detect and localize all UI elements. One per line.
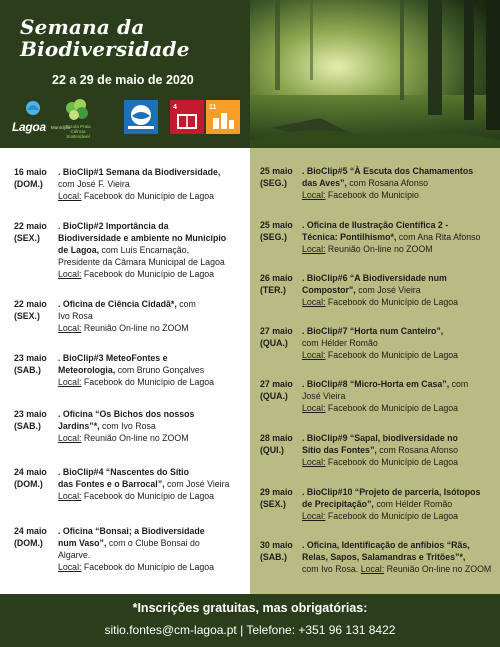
event-item: [260, 486, 496, 546]
footer: [0, 594, 500, 647]
blue-flag-icon: [124, 100, 158, 134]
right-column: [250, 148, 500, 594]
event-title-text: . BioClip#10 “Projeto de parceria, Isótopos: [302, 487, 481, 497]
event-text: com Hélder Romão: [302, 338, 378, 348]
event-text: com José Vieira: [355, 285, 421, 295]
location-value: Facebook do Município de Lagoa: [81, 491, 215, 501]
title-line-2: Biodiversidade: [20, 37, 190, 61]
event-line: [302, 165, 473, 177]
event-details: [302, 165, 473, 201]
sdg-education-icon: [170, 100, 204, 134]
event-day: 22 maio: [14, 299, 47, 309]
leaf-cluster-icon: [58, 98, 98, 124]
blue-flag-logo: [124, 100, 158, 134]
event-title-text: . BioClip#4 “Nascentes do Sítio: [58, 467, 190, 477]
location-label: Local:: [58, 433, 82, 443]
location-value: Reunião On-line no ZOOM: [384, 564, 492, 574]
location-label: Local:: [302, 190, 326, 200]
event-details: [58, 166, 220, 202]
sdg-4-logo: [170, 100, 204, 134]
event-weekday: (SEX.): [260, 499, 286, 509]
event-title-text: . Oficina de Ilustração Científica 2 -: [302, 220, 449, 230]
event-item: [14, 220, 246, 280]
event-details: [302, 219, 480, 255]
event-day: 30 maio: [260, 540, 293, 550]
location-label: Local:: [302, 244, 326, 254]
event-line: [302, 563, 491, 575]
event-line: [302, 432, 458, 444]
event-line: [302, 177, 473, 189]
eco-subtitle: Escola Praia Ciência Sustentável: [65, 124, 91, 139]
event-day: 25 maio: [260, 220, 293, 230]
event-weekday: (DOM.): [14, 179, 43, 189]
event-day: 23 maio: [14, 409, 47, 419]
event-title-text: . Oficina, Identificação de anfíbios “Rãs,: [302, 540, 470, 550]
event-item: [260, 539, 496, 599]
event-text: com Rosana Afonso: [346, 178, 429, 188]
event-line: [58, 561, 214, 573]
contact-info[interactable]: sitio.fontes@cm-lagoa.pt | Telefone: +351 96 131 8422: [104, 623, 396, 637]
event-line: [302, 325, 458, 337]
event-line: [58, 537, 214, 549]
event-day: 22 maio: [14, 221, 47, 231]
event-line: [302, 539, 491, 551]
event-text: Presidente da Câmara Municipal de Lagoa: [58, 257, 225, 267]
event-line: [58, 466, 229, 478]
location-value: Reunião On-line no ZOOM: [81, 433, 189, 443]
event-title-text: . Oficina “Os Bichos dos nossos: [58, 409, 195, 419]
event-line: [58, 178, 220, 190]
event-line: [58, 310, 196, 322]
event-weekday: (SEX.): [14, 233, 40, 243]
event-day: 25 maio: [260, 166, 293, 176]
event-item: [260, 378, 496, 438]
lagoa-logo: [8, 98, 71, 138]
event-details: [302, 486, 480, 522]
event-text: com Ivo Rosa: [99, 421, 156, 431]
event-title-text: . BioClip#7 “Horta num Canteiro”,: [302, 326, 444, 336]
event-title-text: . BioClip#3 MeteoFontes e: [58, 353, 168, 363]
event-line: [302, 551, 491, 563]
event-day: 26 maio: [260, 273, 293, 283]
event-weekday: (DOM.): [14, 538, 43, 548]
event-line: [302, 390, 468, 402]
event-line: [302, 402, 468, 414]
location-value: Reunião On-line no ZOOM: [325, 244, 433, 254]
eco-school-logo: [58, 98, 98, 140]
event-day: 24 maio: [14, 526, 47, 536]
event-line: [58, 549, 214, 561]
location-value: Facebook do Município de Lagoa: [81, 269, 215, 279]
location-label: Local:: [58, 377, 82, 387]
event-title-text: . Oficina “Bonsai; a Biodiversidade: [58, 526, 205, 536]
event-line: [302, 189, 473, 201]
event-text: Ivo Rosa: [58, 311, 93, 321]
event-line: [302, 243, 480, 255]
event-line: [58, 420, 194, 432]
left-column: [0, 148, 250, 594]
event-details: [302, 272, 458, 308]
event-text: com Bruno Gonçalves: [115, 365, 205, 375]
event-weekday: (TER.): [260, 285, 286, 295]
event-title-text: . BioClip#2 Importância da: [58, 221, 169, 231]
location-label: Local:: [302, 403, 326, 413]
event-title-text: Jardins”*,: [58, 421, 100, 431]
lagoa-subtitle: Município: [51, 125, 71, 130]
event-line: [58, 232, 226, 244]
event-item: [260, 432, 496, 492]
event-line: [58, 190, 220, 202]
event-line: [302, 349, 458, 361]
event-day: 28 maio: [260, 433, 293, 443]
event-title-text: das Fontes e o Barrocal”,: [58, 479, 165, 489]
event-dates: 22 a 29 de maio de 2020: [52, 73, 194, 87]
event-line: [58, 244, 226, 256]
event-day: 27 maio: [260, 326, 293, 336]
event-text: com Ana Rita Afonso: [396, 232, 481, 242]
location-label: Local:: [58, 491, 82, 501]
event-line: [302, 231, 480, 243]
registration-note: *Inscrições gratuitas, mas obrigatórias:: [132, 601, 368, 615]
header: [0, 0, 500, 148]
event-item: [260, 272, 496, 332]
event-weekday: (SAB.): [14, 421, 41, 431]
event-details: [58, 466, 229, 502]
event-day: 24 maio: [14, 467, 47, 477]
location-label: Local:: [58, 562, 82, 572]
event-title-text: . BioClip#9 “Sapal, biodiversidade no: [302, 433, 458, 443]
event-item: [14, 466, 246, 526]
event-item: [260, 325, 496, 385]
location-label: Local:: [302, 457, 326, 467]
event-text: com Rosana Afonso: [376, 445, 458, 455]
location-value: Facebook do Município de Lagoa: [325, 297, 459, 307]
event-text: com Ivo Rosa.: [302, 564, 359, 574]
location-label: Local:: [302, 511, 326, 521]
event-details: [58, 352, 214, 388]
event-text: com o Clube Bonsai do: [106, 538, 200, 548]
event-text: com: [449, 379, 469, 389]
event-title-text: . Oficina de Ciência Cidadã*,: [58, 299, 177, 309]
lagoa-name: Lagoa: [12, 120, 46, 134]
svg-text:4: 4: [173, 104, 177, 111]
location-label: Local:: [58, 323, 82, 333]
event-title-text: Meteorologia,: [58, 365, 116, 375]
event-details: [58, 298, 196, 334]
event-weekday: (SAB.): [260, 552, 287, 562]
location-label: Local:: [58, 191, 82, 201]
event-text: José Vieira: [302, 391, 346, 401]
event-item: [14, 166, 246, 226]
event-line: [58, 322, 196, 334]
location-value: Facebook do Município de Lagoa: [325, 511, 459, 521]
event-title-text: Técnica: Pontilhismo*,: [302, 232, 397, 242]
forest-photo: [250, 0, 500, 148]
event-line: [302, 284, 458, 296]
event-line: [58, 432, 194, 444]
event-line: [58, 478, 229, 490]
event-details: [58, 220, 226, 280]
event-title-text: . BioClip#5 “À Escuta dos Chamamentos: [302, 166, 474, 176]
event-item: [14, 525, 246, 585]
event-text: com: [176, 299, 196, 309]
event-weekday: (SEG.): [260, 178, 287, 188]
event-day: 27 maio: [260, 379, 293, 389]
event-line: [302, 456, 458, 468]
event-line: [58, 352, 214, 364]
location-value: Facebook do Município de Lagoa: [325, 457, 459, 467]
event-line: [302, 296, 458, 308]
event-title-text: de Precipitação”,: [302, 499, 374, 509]
location-value: Facebook do Município de Lagoa: [81, 377, 215, 387]
lagoa-emblem-icon: [8, 98, 54, 122]
event-line: [58, 490, 229, 502]
event-text: com Luís Encarnação,: [99, 245, 190, 255]
event-weekday: (SEX.): [14, 311, 40, 321]
title-line-1: Semana da: [20, 15, 145, 39]
location-value: Reunião On-line no ZOOM: [81, 323, 189, 333]
location-value: Facebook do Município de Lagoa: [81, 562, 215, 572]
location-value: Facebook do Município de Lagoa: [81, 191, 215, 201]
event-details: [58, 525, 214, 573]
event-day: 23 maio: [14, 353, 47, 363]
event-title-text: Biodiversidade e ambiente no Município: [58, 233, 227, 243]
event-line: [302, 510, 480, 522]
event-title-text: num Vaso”,: [58, 538, 107, 548]
event-line: [58, 408, 194, 420]
event-details: [302, 432, 458, 468]
event-line: [302, 219, 480, 231]
event-title-text: de Lagoa,: [58, 245, 100, 255]
event-title-text: . BioClip#1 Semana da Biodiversidade,: [58, 167, 221, 177]
location-label: Local:: [360, 564, 385, 574]
svg-text:11: 11: [209, 104, 217, 111]
event-item: [14, 352, 246, 412]
event-line: [58, 364, 214, 376]
event-line: [58, 376, 214, 388]
event-title-text: das Aves”,: [302, 178, 347, 188]
location-value: Facebook do Município: [325, 190, 419, 200]
lagoa-wordmark: [12, 120, 46, 134]
event-line: [302, 337, 458, 349]
event-line: [58, 166, 220, 178]
event-line: [58, 298, 196, 310]
event-title-text: Compostor”,: [302, 285, 356, 295]
event-line: [58, 256, 226, 268]
event-day: 16 maio: [14, 167, 47, 177]
event-weekday: (QUA.): [260, 338, 288, 348]
event-title-text: . BioClip#6 “A Biodiversidade num: [302, 273, 447, 283]
event-text: Algarve.: [58, 550, 91, 560]
event-weekday: (DOM.): [14, 479, 43, 489]
location-label: Local:: [58, 269, 82, 279]
event-day: 29 maio: [260, 487, 293, 497]
event-weekday: (QUI.): [260, 445, 284, 455]
event-item: [260, 219, 496, 279]
event-line: [302, 486, 480, 498]
event-details: [302, 325, 458, 361]
location-value: Facebook do Município de Lagoa: [325, 350, 459, 360]
event-details: [58, 408, 194, 444]
event-item: [260, 165, 496, 225]
location-label: Local:: [302, 297, 326, 307]
event-line: [58, 220, 226, 232]
event-text: com Hélder Romão: [373, 499, 453, 509]
event-line: [302, 378, 468, 390]
event-text: com José F. Vieira: [58, 179, 130, 189]
event-line: [302, 498, 480, 510]
event-weekday: (QUA.): [260, 391, 288, 401]
event-title: [20, 16, 250, 60]
event-weekday: (SAB.): [14, 365, 41, 375]
event-details: [302, 378, 468, 414]
event-line: [58, 268, 226, 280]
sdg-11-logo: [206, 100, 240, 134]
event-line: [302, 272, 458, 284]
event-item: [14, 408, 246, 468]
event-text: com José Vieira: [164, 479, 230, 489]
location-value: Facebook do Município de Lagoa: [325, 403, 459, 413]
event-line: [58, 525, 214, 537]
location-label: Local:: [302, 350, 326, 360]
event-title-text: . BioClip#8 “Micro-Horta em Casa”,: [302, 379, 450, 389]
event-title-text: Relas, Sapos, Salamandras e Tritões”*,: [302, 552, 466, 562]
event-title-text: Sítio das Fontes”,: [302, 445, 377, 455]
event-line: [302, 444, 458, 456]
event-item: [14, 298, 246, 358]
sdg-cities-icon: [206, 100, 240, 134]
event-weekday: (SEG.): [260, 232, 287, 242]
event-details: [302, 539, 491, 575]
logo-strip: [8, 98, 250, 140]
